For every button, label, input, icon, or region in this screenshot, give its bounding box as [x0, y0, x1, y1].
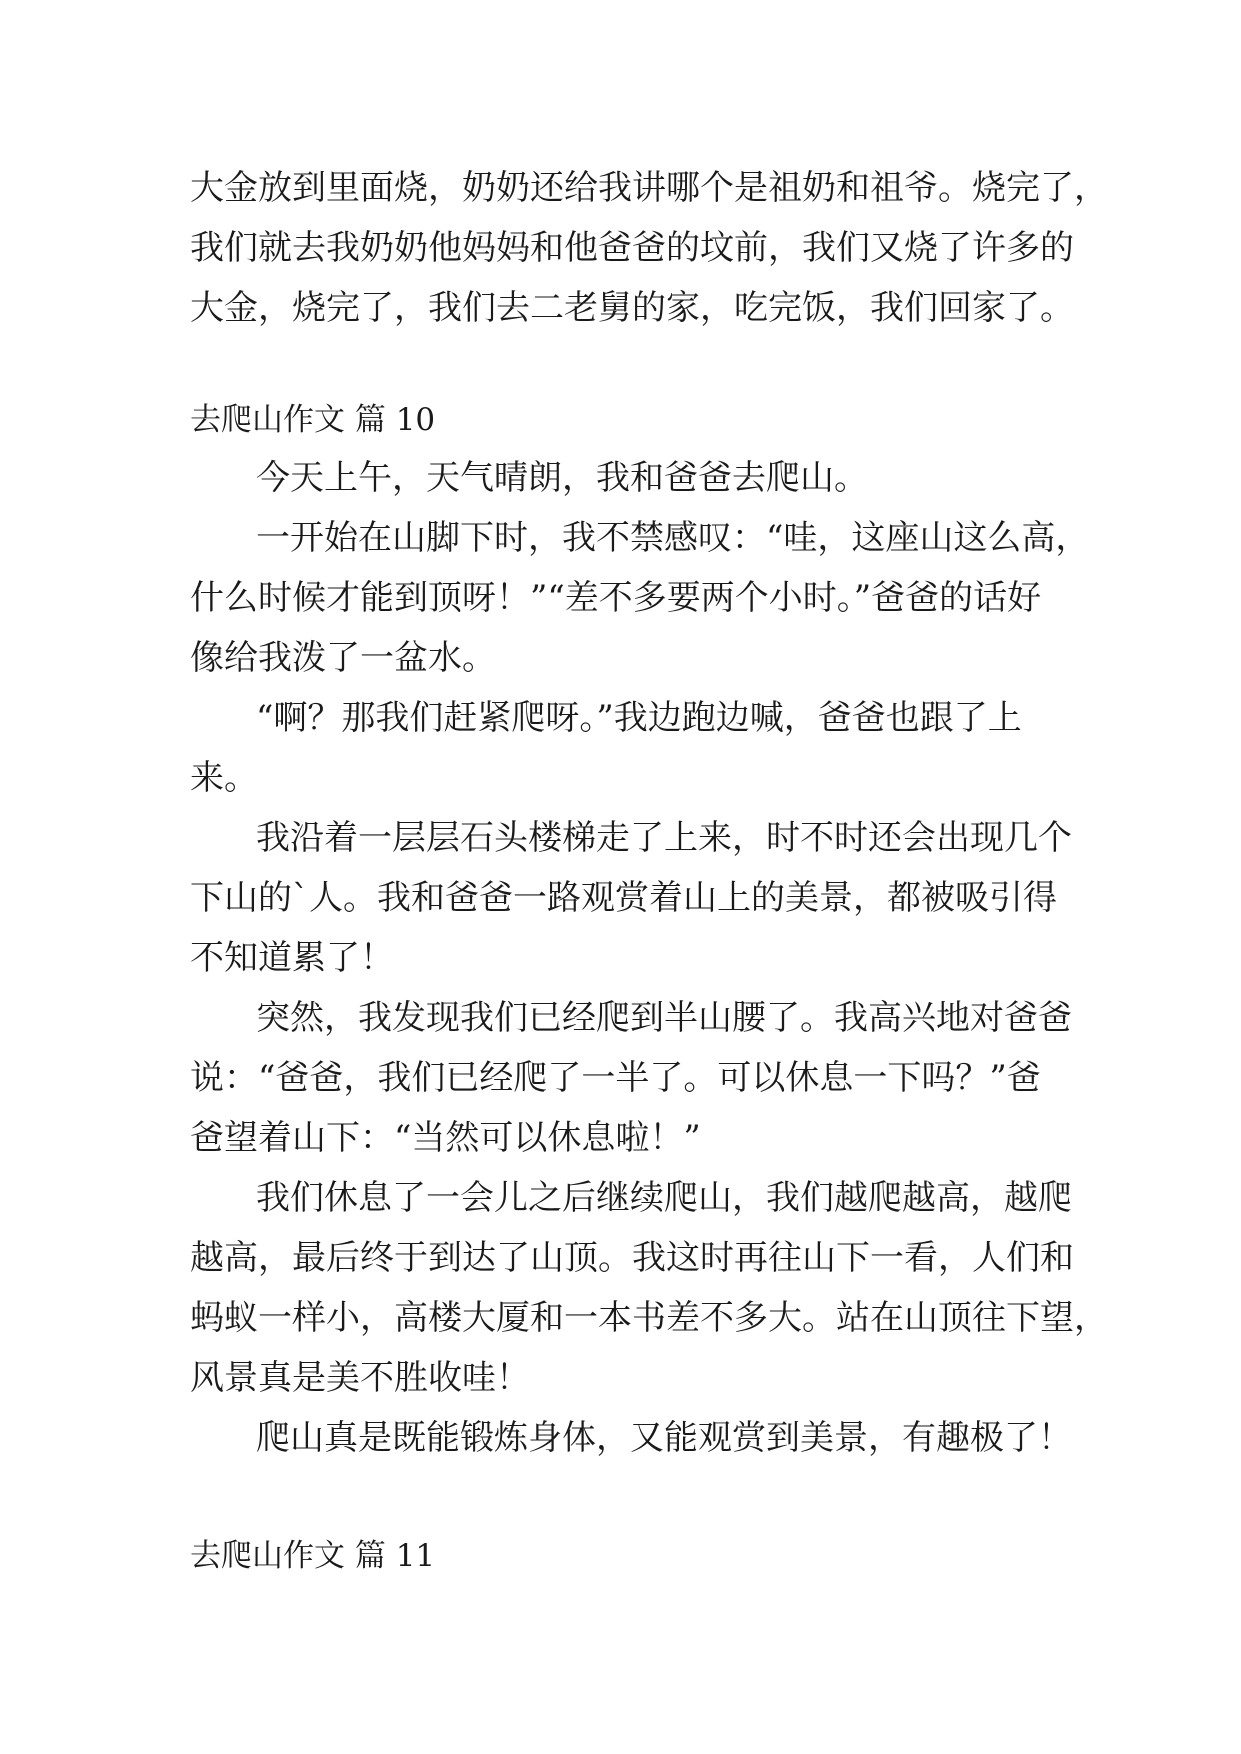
- paragraph-line: 什么时候才能到顶呀！”“差不多要两个小时。”爸爸的话好: [190, 578, 1042, 618]
- paragraph-line: 爬山真是既能锻炼身体，又能观赏到美景，有趣极了！: [256, 1418, 1072, 1458]
- text-line: 大金，烧完了，我们去二老舅的家，吃完饭，我们回家了。: [190, 288, 1074, 328]
- paragraph-line: 像给我泼了一盆水。: [190, 638, 496, 678]
- paragraph-line: 蚂蚁一样小，高楼大厦和一本书差不多大。站在山顶往下望，: [190, 1298, 1108, 1338]
- paragraph-line: 说：“爸爸，我们已经爬了一半了。可以休息一下吗？”爸: [190, 1058, 1041, 1098]
- text-line: 大金放到里面烧，奶奶还给我讲哪个是祖奶和祖爷。烧完了，: [190, 168, 1108, 208]
- paragraph-line: 来。: [190, 758, 258, 798]
- paragraph-line: 不知道累了！: [190, 938, 394, 978]
- paragraph-line: 今天上午，天气晴朗，我和爸爸去爬山。: [256, 458, 868, 498]
- paragraph-line: 风景真是美不胜收哇！: [190, 1358, 530, 1398]
- paragraph-line: 爸望着山下：“当然可以休息啦！”: [190, 1118, 701, 1158]
- paragraph-line: 越高，最后终于到达了山顶。我这时再往山下一看，人们和: [190, 1238, 1074, 1278]
- section-heading-11: 去爬山作文 篇 11: [190, 1538, 436, 1574]
- paragraph-line: “啊？那我们赶紧爬呀。”我边跑边喊，爸爸也跟了上: [256, 698, 1022, 738]
- text-line: 我们就去我奶奶他妈妈和他爸爸的坟前，我们又烧了许多的: [190, 228, 1074, 268]
- paragraph-line: 我沿着一层层石头楼梯走了上来，时不时还会出现几个: [256, 818, 1072, 858]
- paragraph-line: 一开始在山脚下时，我不禁感叹：“哇，这座山这么高，: [256, 518, 1090, 558]
- paragraph-line: 下山的`人。我和爸爸一路观赏着山上的美景，都被吸引得: [190, 878, 1057, 918]
- section-heading-10: 去爬山作文 篇 10: [190, 402, 436, 438]
- paragraph-line: 我们休息了一会儿之后继续爬山，我们越爬越高，越爬: [256, 1178, 1072, 1218]
- paragraph-line: 突然，我发现我们已经爬到半山腰了。我高兴地对爸爸: [256, 998, 1072, 1038]
